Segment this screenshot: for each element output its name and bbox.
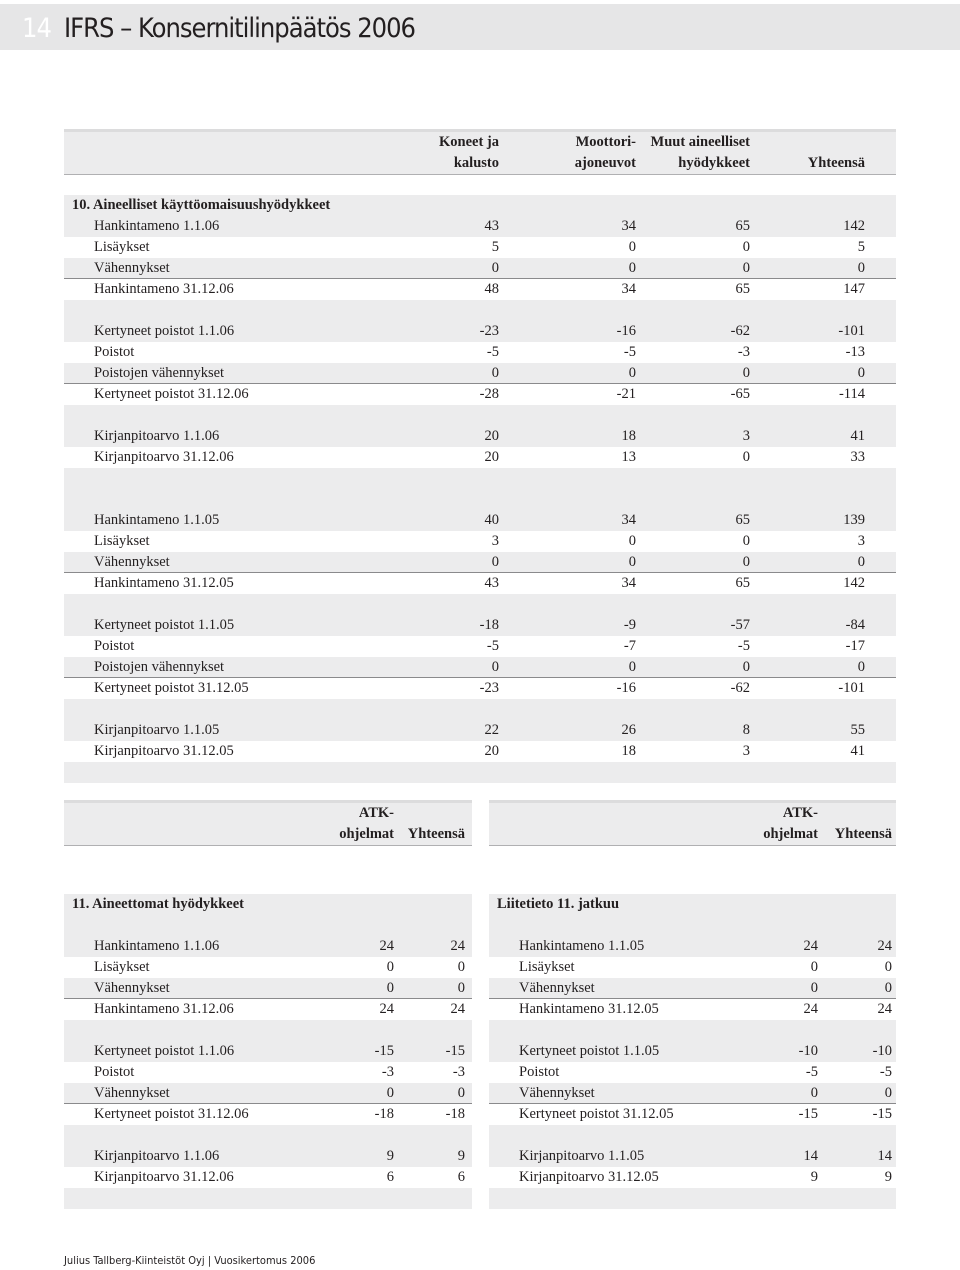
row-value: -10 [798, 1043, 818, 1059]
table-row [489, 1062, 896, 1083]
row-label: Kertyneet poistot 31.12.06 [94, 386, 249, 402]
row-value: 24 [803, 938, 818, 954]
column-header: kalusto [453, 155, 499, 171]
row-value: -18 [479, 617, 499, 633]
table-row [64, 936, 472, 957]
total-rule [64, 677, 896, 678]
row-value: 0 [884, 1085, 892, 1101]
footer-company: Julius Tallberg-Kiinteistöt Oyj [64, 1254, 205, 1267]
table-row [489, 999, 896, 1020]
row-value: 0 [457, 959, 465, 975]
row-value: 9 [810, 1169, 818, 1185]
row-label: Kirjanpitoarvo 1.1.06 [94, 428, 220, 444]
row-value: 65 [735, 218, 750, 234]
spacer-row [64, 699, 896, 720]
table-row [64, 636, 896, 657]
row-value: -5 [623, 344, 636, 360]
row-value: 3 [491, 533, 499, 549]
column-header: hyödykkeet [678, 155, 750, 171]
section-title: Liitetieto 11. jatkuu [497, 896, 620, 912]
row-value: 0 [628, 365, 636, 381]
row-value: 33 [850, 449, 865, 465]
column-header: ajoneuvot [574, 155, 636, 171]
row-label: Kertyneet poistot 31.12.05 [94, 680, 249, 696]
page-title: IFRS – Konsernitilinpäätös 2006 [64, 13, 416, 44]
row-value: 0 [884, 980, 892, 996]
table-row [64, 957, 472, 978]
row-value: 0 [742, 365, 750, 381]
row-value: 0 [742, 659, 750, 675]
row-value: 40 [484, 512, 499, 528]
row-value: -57 [730, 617, 750, 633]
row-value: 43 [484, 575, 499, 591]
row-value: 0 [857, 554, 865, 570]
row-value: 24 [450, 1001, 465, 1017]
row-value: 65 [735, 281, 750, 297]
row-label: Kertyneet poistot 1.1.06 [94, 323, 235, 339]
row-value: 41 [850, 428, 865, 444]
row-value: -18 [374, 1106, 394, 1122]
table-row [64, 531, 896, 552]
row-value: -23 [479, 323, 499, 339]
table-row [489, 936, 896, 957]
table-row [64, 720, 896, 741]
spacer-row [64, 405, 896, 426]
table-row [64, 279, 896, 300]
row-value: -101 [838, 323, 865, 339]
row-label: Poistojen vähennykset [94, 659, 225, 675]
column-header: Yhteensä [834, 826, 892, 842]
row-value: 0 [742, 533, 750, 549]
table-row [64, 1104, 472, 1125]
table-row [64, 1083, 472, 1104]
column-header-row [64, 132, 896, 153]
row-label: Hankintameno 31.12.05 [94, 575, 234, 591]
row-label: Poistot [519, 1064, 560, 1080]
row-value: 0 [386, 1085, 394, 1101]
spacer-row [64, 468, 896, 489]
table-row [64, 510, 896, 531]
table-row [489, 1146, 896, 1167]
row-label: Vähennykset [94, 1085, 170, 1101]
header-rule [64, 174, 896, 175]
column-header: Yhteensä [407, 826, 465, 842]
row-value: 0 [386, 980, 394, 996]
row-value: 0 [810, 959, 818, 975]
row-label: Hankintameno 31.12.06 [94, 1001, 234, 1017]
spacer-row [64, 489, 896, 510]
row-value: -15 [798, 1106, 818, 1122]
row-label: Lisäykset [519, 959, 575, 975]
row-value: -15 [445, 1043, 465, 1059]
row-value: 20 [484, 743, 499, 759]
row-value: 0 [742, 554, 750, 570]
table-row [489, 1041, 896, 1062]
table-row [64, 678, 896, 699]
row-value: -62 [730, 323, 750, 339]
row-value: 0 [386, 959, 394, 975]
row-value: 20 [484, 428, 499, 444]
table-row [489, 1167, 896, 1188]
section-title: 11. Aineettomat hyödykkeet [72, 896, 244, 912]
spacer-row [64, 1020, 472, 1041]
column-header-row [489, 803, 896, 824]
row-value: 0 [742, 239, 750, 255]
row-label: Hankintameno 1.1.06 [94, 218, 220, 234]
table-row [64, 657, 896, 678]
total-rule [64, 383, 896, 384]
footer-report: Vuosikertomus 2006 [214, 1254, 316, 1267]
total-rule [64, 278, 896, 279]
column-header: Yhteensä [807, 155, 865, 171]
row-label: Hankintameno 31.12.06 [94, 281, 234, 297]
row-label: Hankintameno 1.1.06 [94, 938, 220, 954]
row-label: Poistot [94, 344, 135, 360]
header-rule [489, 845, 896, 846]
row-value: 0 [810, 1085, 818, 1101]
row-value: -23 [479, 680, 499, 696]
column-header: Moottori- [575, 134, 636, 150]
row-label: Vähennykset [94, 554, 170, 570]
row-value: 20 [484, 449, 499, 465]
row-value: -5 [737, 638, 750, 654]
row-value: 0 [628, 659, 636, 675]
table-row [489, 957, 896, 978]
column-header: Koneet ja [439, 134, 499, 150]
intangible-assets-continued-table [489, 800, 896, 1207]
row-label: Hankintameno 1.1.05 [94, 512, 220, 528]
header-rule [64, 845, 472, 846]
table-row [64, 447, 896, 468]
row-value: 34 [621, 218, 636, 234]
row-label: Vähennykset [519, 1085, 595, 1101]
column-header-row [64, 824, 472, 845]
row-value: 147 [843, 281, 865, 297]
table-row [64, 342, 896, 363]
row-value: -65 [730, 386, 750, 402]
column-header: ohjelmat [763, 826, 818, 842]
row-label: Lisäykset [94, 959, 150, 975]
row-value: -62 [730, 680, 750, 696]
row-value: -15 [374, 1043, 394, 1059]
row-label: Kertyneet poistot 1.1.06 [94, 1043, 235, 1059]
row-label: Kirjanpitoarvo 1.1.05 [94, 722, 220, 738]
row-value: 0 [742, 260, 750, 276]
row-label: Poistot [94, 638, 135, 654]
page-number: 14 [22, 13, 51, 44]
table-row [64, 426, 896, 447]
row-value: 9 [457, 1148, 465, 1164]
row-label: Kirjanpitoarvo 31.12.05 [519, 1169, 659, 1185]
row-value: 65 [735, 575, 750, 591]
row-value: -3 [452, 1064, 465, 1080]
row-value: 34 [621, 512, 636, 528]
spacer-row [64, 300, 896, 321]
section-title-row [64, 894, 472, 915]
table-row [64, 1146, 472, 1167]
row-value: -28 [479, 386, 499, 402]
column-header-row [64, 803, 472, 824]
spacer-row [64, 594, 896, 615]
row-label: Hankintameno 1.1.05 [519, 938, 645, 954]
row-label: Vähennykset [519, 980, 595, 996]
row-label: Vähennykset [94, 980, 170, 996]
row-value: 0 [457, 980, 465, 996]
row-value: 0 [491, 365, 499, 381]
table-row [489, 1104, 896, 1125]
column-header: ATK- [782, 805, 818, 821]
row-value: 24 [450, 938, 465, 954]
row-value: 34 [621, 575, 636, 591]
row-value: -5 [486, 344, 499, 360]
row-value: -5 [486, 638, 499, 654]
row-value: 14 [877, 1148, 892, 1164]
row-value: 55 [850, 722, 865, 738]
table-row [64, 384, 896, 405]
column-header: ATK- [358, 805, 394, 821]
row-value: -84 [845, 617, 865, 633]
row-value: 0 [491, 554, 499, 570]
spacer-row [489, 1188, 896, 1209]
row-value: 142 [843, 218, 865, 234]
row-value: -101 [838, 680, 865, 696]
row-label: Kirjanpitoarvo 31.12.05 [94, 743, 234, 759]
row-value: 0 [628, 260, 636, 276]
section-title-row [64, 195, 896, 216]
table-row [64, 615, 896, 636]
row-value: 26 [621, 722, 636, 738]
page-header [0, 4, 960, 50]
row-label: Kirjanpitoarvo 1.1.05 [519, 1148, 645, 1164]
row-label: Kertyneet poistot 1.1.05 [94, 617, 235, 633]
row-label: Lisäykset [94, 533, 150, 549]
row-value: 0 [491, 260, 499, 276]
table-row [64, 216, 896, 237]
row-value: -13 [845, 344, 865, 360]
row-value: 6 [386, 1169, 394, 1185]
row-label: Kirjanpitoarvo 31.12.06 [94, 1169, 234, 1185]
row-label: Vähennykset [94, 260, 170, 276]
row-value: 18 [621, 743, 636, 759]
row-value: -7 [623, 638, 636, 654]
total-rule [489, 998, 896, 999]
row-label: Poistot [94, 1064, 135, 1080]
footer [64, 1254, 315, 1267]
row-label: Kertyneet poistot 31.12.06 [94, 1106, 249, 1122]
table-row [64, 1062, 472, 1083]
section-title-row [489, 894, 896, 915]
row-value: 0 [857, 365, 865, 381]
row-value: 13 [621, 449, 636, 465]
row-value: -16 [616, 680, 636, 696]
spacer-row [64, 1125, 472, 1146]
spacer-row [64, 1188, 472, 1209]
row-value: 0 [457, 1085, 465, 1101]
row-value: -17 [845, 638, 865, 654]
row-value: 5 [857, 239, 865, 255]
row-value: 6 [457, 1169, 465, 1185]
row-value: 41 [850, 743, 865, 759]
row-label: Kirjanpitoarvo 1.1.06 [94, 1148, 220, 1164]
row-value: -9 [623, 617, 636, 633]
row-value: 0 [628, 554, 636, 570]
row-value: -15 [872, 1106, 892, 1122]
row-value: -10 [872, 1043, 892, 1059]
row-value: 5 [491, 239, 499, 255]
row-label: Lisäykset [94, 239, 150, 255]
row-value: 8 [742, 722, 750, 738]
row-value: 139 [843, 512, 865, 528]
column-header: Muut aineelliset [650, 134, 750, 150]
row-label: Poistojen vähennykset [94, 365, 225, 381]
column-header-row [489, 824, 896, 845]
row-value: 24 [877, 1001, 892, 1017]
table-row [64, 321, 896, 342]
spacer-row [489, 1125, 896, 1146]
row-value: 24 [877, 938, 892, 954]
row-label: Hankintameno 31.12.05 [519, 1001, 659, 1017]
row-value: 3 [857, 533, 865, 549]
row-value: 24 [803, 1001, 818, 1017]
row-value: -114 [838, 386, 865, 402]
column-header-row [64, 153, 896, 174]
spacer-row [64, 762, 896, 783]
row-value: 34 [621, 281, 636, 297]
row-value: 3 [742, 743, 750, 759]
spacer-row [64, 915, 472, 936]
spacer-row [489, 915, 896, 936]
row-value: -18 [445, 1106, 465, 1122]
total-rule [64, 1103, 472, 1104]
row-label: Kertyneet poistot 1.1.05 [519, 1043, 660, 1059]
table-row [489, 1083, 896, 1104]
row-value: 9 [884, 1169, 892, 1185]
row-value: -5 [805, 1064, 818, 1080]
table-row [64, 363, 896, 384]
table-row [64, 999, 472, 1020]
total-rule [64, 998, 472, 999]
row-value: 18 [621, 428, 636, 444]
total-rule [489, 1103, 896, 1104]
row-value: 0 [884, 959, 892, 975]
spacer-row [489, 1020, 896, 1041]
table-row [64, 573, 896, 594]
row-value: -16 [616, 323, 636, 339]
row-value: 0 [491, 659, 499, 675]
row-value: -3 [737, 344, 750, 360]
row-value: 14 [803, 1148, 818, 1164]
row-value: 43 [484, 218, 499, 234]
table-row [64, 258, 896, 279]
column-header: ohjelmat [339, 826, 394, 842]
row-value: -21 [616, 386, 636, 402]
row-value: 48 [484, 281, 499, 297]
table-row [64, 1041, 472, 1062]
row-value: 0 [810, 980, 818, 996]
row-value: 24 [379, 1001, 394, 1017]
table-row [64, 741, 896, 762]
row-value: 0 [857, 659, 865, 675]
row-value: -3 [381, 1064, 394, 1080]
row-value: 0 [742, 449, 750, 465]
fixed-assets-table [64, 129, 896, 780]
table-row [64, 1167, 472, 1188]
intangible-assets-table [64, 800, 472, 1207]
row-value: 22 [484, 722, 499, 738]
row-value: 0 [628, 533, 636, 549]
row-value: 9 [386, 1148, 394, 1164]
row-value: 142 [843, 575, 865, 591]
row-value: 0 [628, 239, 636, 255]
table-row [64, 552, 896, 573]
row-label: Kertyneet poistot 31.12.05 [519, 1106, 674, 1122]
row-value: 3 [742, 428, 750, 444]
footer-separator: | [207, 1254, 212, 1267]
row-label: Kirjanpitoarvo 31.12.06 [94, 449, 234, 465]
row-value: -5 [879, 1064, 892, 1080]
row-value: 65 [735, 512, 750, 528]
table-row [64, 237, 896, 258]
table-row [64, 978, 472, 999]
row-value: 0 [857, 260, 865, 276]
row-value: 24 [379, 938, 394, 954]
total-rule [64, 572, 896, 573]
section-title: 10. Aineelliset käyttöomaisuushyödykkeet [72, 197, 331, 213]
table-row [489, 978, 896, 999]
